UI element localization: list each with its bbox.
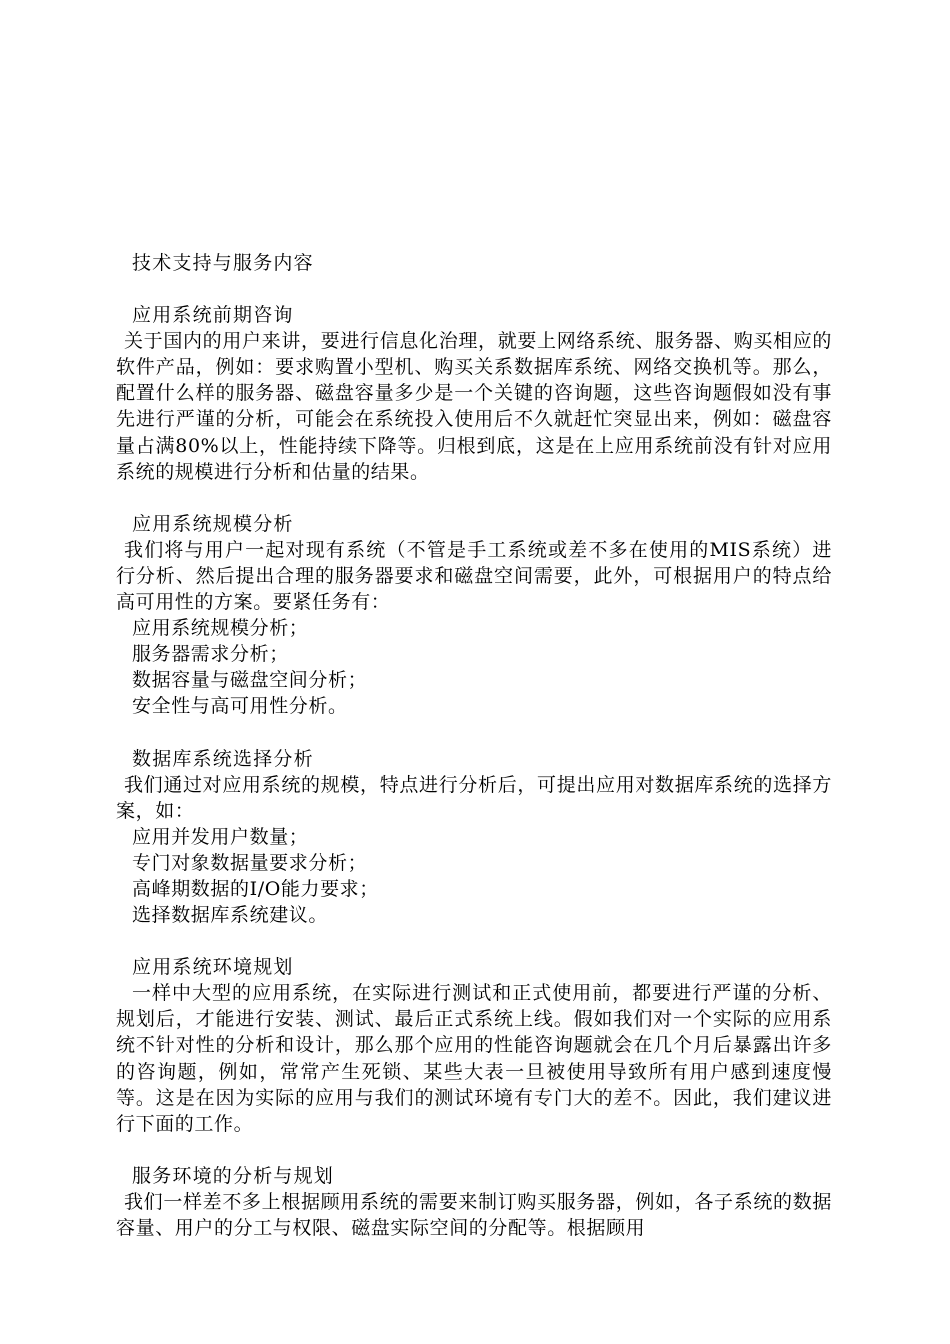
- spacer: [116, 276, 832, 302]
- list-item: 应用系统规模分析；: [132, 617, 309, 640]
- spacer: [116, 1137, 832, 1163]
- spacer: [116, 720, 832, 746]
- section-heading: 应用系统环境规划: [132, 956, 294, 979]
- section-heading: 应用系统前期咨询: [132, 304, 294, 327]
- document-title: 技术支持与服务内容: [132, 252, 314, 274]
- section-heading: 数据库系统选择分析: [132, 747, 314, 770]
- section-paragraph: 一样中大型的应用系统，在实际进行测试和正式使用前，都要进行严谨的分析、规划后，才能进行安装、测试、最后正式系统上线。假如我们对一个实际的应用系统不针对性的分析和设计，那么那个应用的性能咨询题就会在几个月后暴露出许多的咨询题，例如，常常产生死锁、某些大表一旦被使用导致所有用户感到速度慢等。这是在因为实际的应用与我们的测试环境有专门大的差不。因此，我们建议进行下面的工作。: [116, 982, 832, 1135]
- list-item: 安全性与高可用性分析。: [132, 695, 348, 718]
- list-item: 选择数据库系统建议。: [132, 904, 329, 927]
- list-item: 高峰期数据的I/O能力要求；: [132, 877, 379, 900]
- section-heading: 应用系统规模分析: [132, 512, 294, 535]
- section-paragraph: 关于国内的用户来讲，要进行信息化治理，就要上网络系统、服务器、购买相应的软件产品，例如：要求购置小型机、购买关系数据库系统、网络交换机等。那么，配置什么样的服务器、磁盘容量多少是一个关键的咨询题，这些咨询题假如没有事先进行严谨的分析，可能会在系统投入使用后不久就赶忙突显出来，例如：磁盘容量占满80%以上，性能持续下降等。归根到底，这是在上应用系统前没有针对应用系统的规模进行分析和估量的结果。: [116, 330, 832, 483]
- document-body: [116, 250, 832, 1241]
- section-heading: 服务环境的分析与规划: [132, 1164, 335, 1187]
- list-item: 应用并发用户数量；: [132, 825, 309, 848]
- list-item: 数据容量与磁盘空间分析；: [132, 669, 368, 692]
- section-paragraph: 我们将与用户一起对现有系统（不管是手工系统或差不多在使用的MIS系统）进行分析、然后提出合理的服务器要求和磁盘空间需要，此外，可根据用户的特点给高可用性的方案。要紧任务有：: [116, 538, 832, 614]
- section-paragraph: 我们通过对应用系统的规模，特点进行分析后，可提出应用对数据库系统的选择方案，如：: [116, 773, 832, 822]
- spacer: [116, 928, 832, 954]
- spacer: [116, 485, 832, 511]
- list-item: 专门对象数据量要求分析；: [132, 851, 368, 874]
- section-paragraph: 我们一样差不多上根据顾用系统的需要来制订购买服务器，例如，各子系统的数据容量、用户的分工与权限、磁盘实际空间的分配等。根据顾用: [116, 1190, 832, 1239]
- list-item: 服务器需求分析；: [132, 643, 289, 666]
